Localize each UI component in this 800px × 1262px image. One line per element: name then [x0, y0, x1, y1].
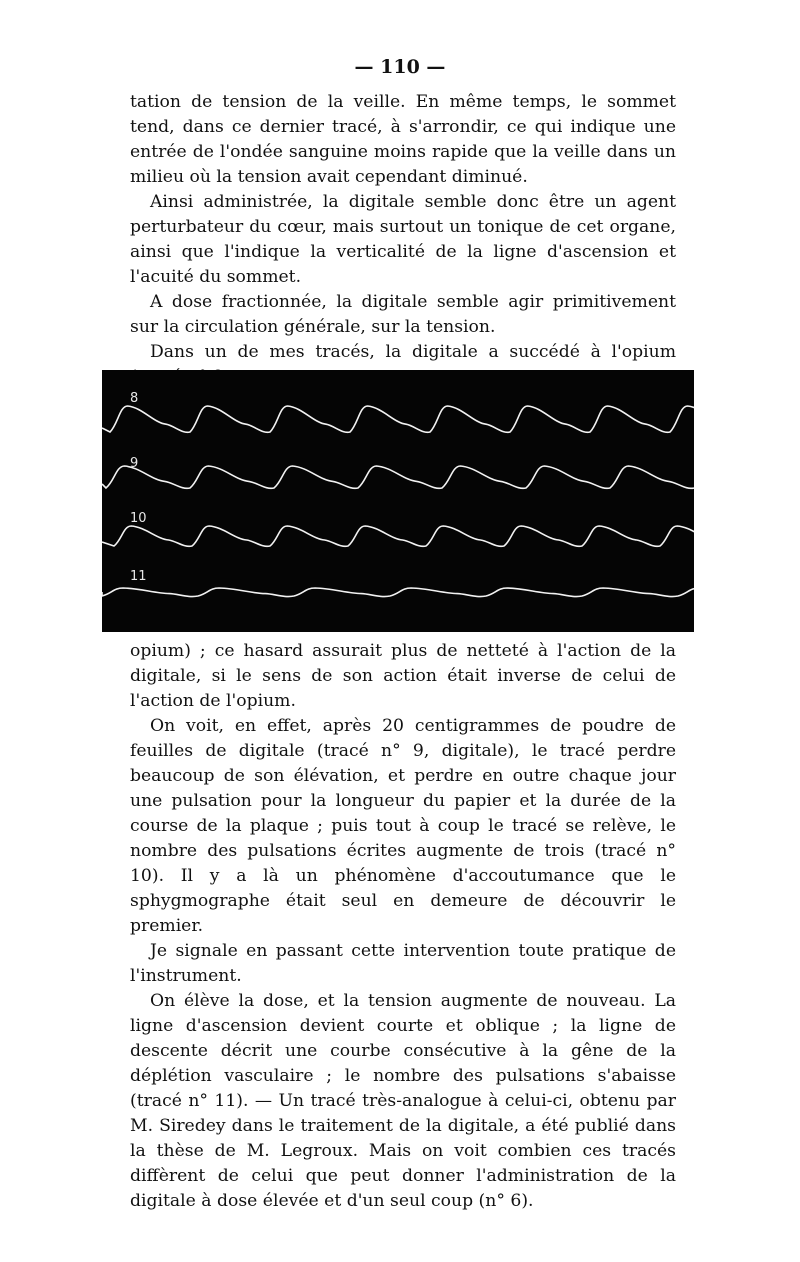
trace-10-line: [102, 526, 694, 546]
paragraph: Je signale en passant cette intervention toute pratique de l'instrument.: [130, 941, 676, 986]
paragraph: Ainsi administrée, la digitale semble donc être un agent perturbateur du cœur, mais surtout un tonique de cet organe, ainsi que l'indique la verticalité de la ligne d'ascension et l'acuité du sommet.: [130, 192, 676, 287]
trace-label-8: 8: [130, 391, 139, 406]
trace-label-10: 10: [130, 511, 147, 526]
text-block-bottom: [130, 639, 676, 1214]
paragraph: On voit, en effet, après 20 centigrammes de poudre de feuilles de digitale (tracé n° 9, digitale), le tracé perdre beaucoup de son élévation, et perdre en outre chaque jour une pulsation pour la longueur du papier et la durée de la course de la plaque ; puis tout à coup le tracé se relève, le nombre des pulsations écrites augmente de trois (tracé n° 10). Il y a là un phénomène d'accoutumance que le sphygmographe était seul en demeure de découvrir le premier.: [130, 716, 676, 936]
paragraph: On élève la dose, et la tension augmente de nouveau. La ligne d'ascension devient courte et oblique ; la ligne de descente décrit une courbe consécutive à la gêne de la déplétion vasculaire ; le nombre des pulsations s'abaisse (tracé n° 11). — Un tracé très-analogue à celui-ci, obtenu par M. Siredey dans le traitement de la digitale, a été publié dans la thèse de M. Legroux. Mais on voit combien ces tracés diffèrent de celui que peut donner l'administration de la digitale à dose élevée et d'un seul coup (n° 6).: [130, 991, 676, 1211]
paragraph: tation de tension de la veille. En même temps, le sommet tend, dans ce dernier tracé, à s'arrondir, ce qui indique une entrée de l'ondée sanguine moins rapide que la veille dans un milieu où la tension avait cependant diminué.: [130, 92, 676, 187]
paragraph: opium) ; ce hasard assurait plus de netteté à l'action de la digitale, si le sens de son action était inverse de celui de l'action de l'opium.: [130, 641, 676, 711]
trace-11-line: [102, 588, 694, 597]
trace-8-line: [102, 406, 694, 432]
paragraph: A dose fractionnée, la digitale semble agir primitivement sur la circulation générale, sur la tension.: [130, 292, 676, 337]
text-block-top: [130, 90, 676, 390]
paragraph: Dans un de mes tracés, la digitale a succédé à l'opium: [150, 342, 676, 362]
trace-label-11: 11: [130, 569, 147, 584]
page-number: — 110 —: [354, 56, 446, 78]
sphygmograph-traces: [102, 370, 694, 632]
sphygmograph-figure: [102, 370, 694, 632]
trace-label-9: 9: [130, 456, 139, 471]
trace-9-line: [102, 466, 694, 488]
